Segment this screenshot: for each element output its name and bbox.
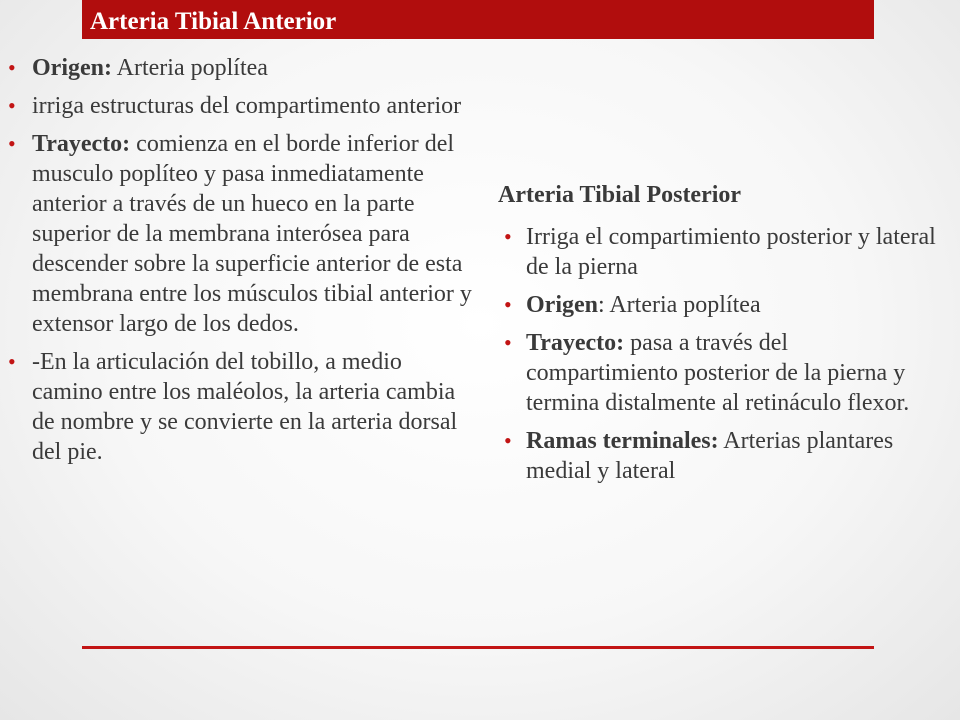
bullet-label: Trayecto: bbox=[526, 330, 625, 356]
bullet-label: Ramas terminales: bbox=[526, 428, 719, 454]
right-bullet-origen bbox=[496, 290, 946, 320]
left-bullet-trayecto bbox=[0, 129, 478, 339]
bullet-text: : Arteria poplítea bbox=[598, 292, 761, 318]
bullet-label: Origen bbox=[526, 292, 598, 318]
bullet-text: -En la articulación del tobillo, a medio camino entre los maléolos, la arteria cambia de nombre y se convierte en la arteria dorsal del pie. bbox=[32, 349, 458, 465]
right-bullet-ramas bbox=[496, 426, 946, 486]
bullet-text: comienza en el borde inferior del musculo poplíteo y pasa inmediatamente anterior a través de un hueco en la parte superior de la membrana interósea para descender sobre la superficie anterior de esta membrana entre los músculos tibial anterior y extensor largo de los dedos. bbox=[32, 131, 472, 337]
bullet-text: irriga estructuras del compartimento anterior bbox=[32, 93, 462, 119]
right-column bbox=[498, 180, 948, 494]
left-column bbox=[0, 53, 478, 475]
right-title: Arteria Tibial Posterior bbox=[498, 182, 742, 208]
left-bullet-origen bbox=[0, 53, 478, 83]
left-bullet-tobillo bbox=[0, 347, 478, 467]
bullet-text: Arteria poplítea bbox=[111, 55, 268, 81]
left-bullet-irriga bbox=[0, 91, 478, 121]
right-bullet-list bbox=[498, 222, 948, 486]
bullet-label: Trayecto: bbox=[32, 131, 131, 157]
bullet-text: Irriga el compartimiento posterior y lateral de la pierna bbox=[526, 224, 936, 280]
bottom-divider bbox=[82, 646, 874, 649]
left-bullet-list bbox=[0, 53, 478, 467]
right-bullet-trayecto bbox=[496, 328, 946, 418]
left-title: Arteria Tibial Anterior bbox=[90, 8, 337, 35]
title-bar bbox=[82, 0, 874, 39]
bullet-text: Arterias plantares medial y lateral bbox=[526, 428, 894, 484]
bullet-label: Origen: bbox=[32, 55, 112, 81]
bullet-text: pasa a través del compartimiento posterior de la pierna y termina distalmente al retináculo flexor. bbox=[526, 330, 910, 416]
right-bullet-irriga bbox=[496, 222, 946, 282]
